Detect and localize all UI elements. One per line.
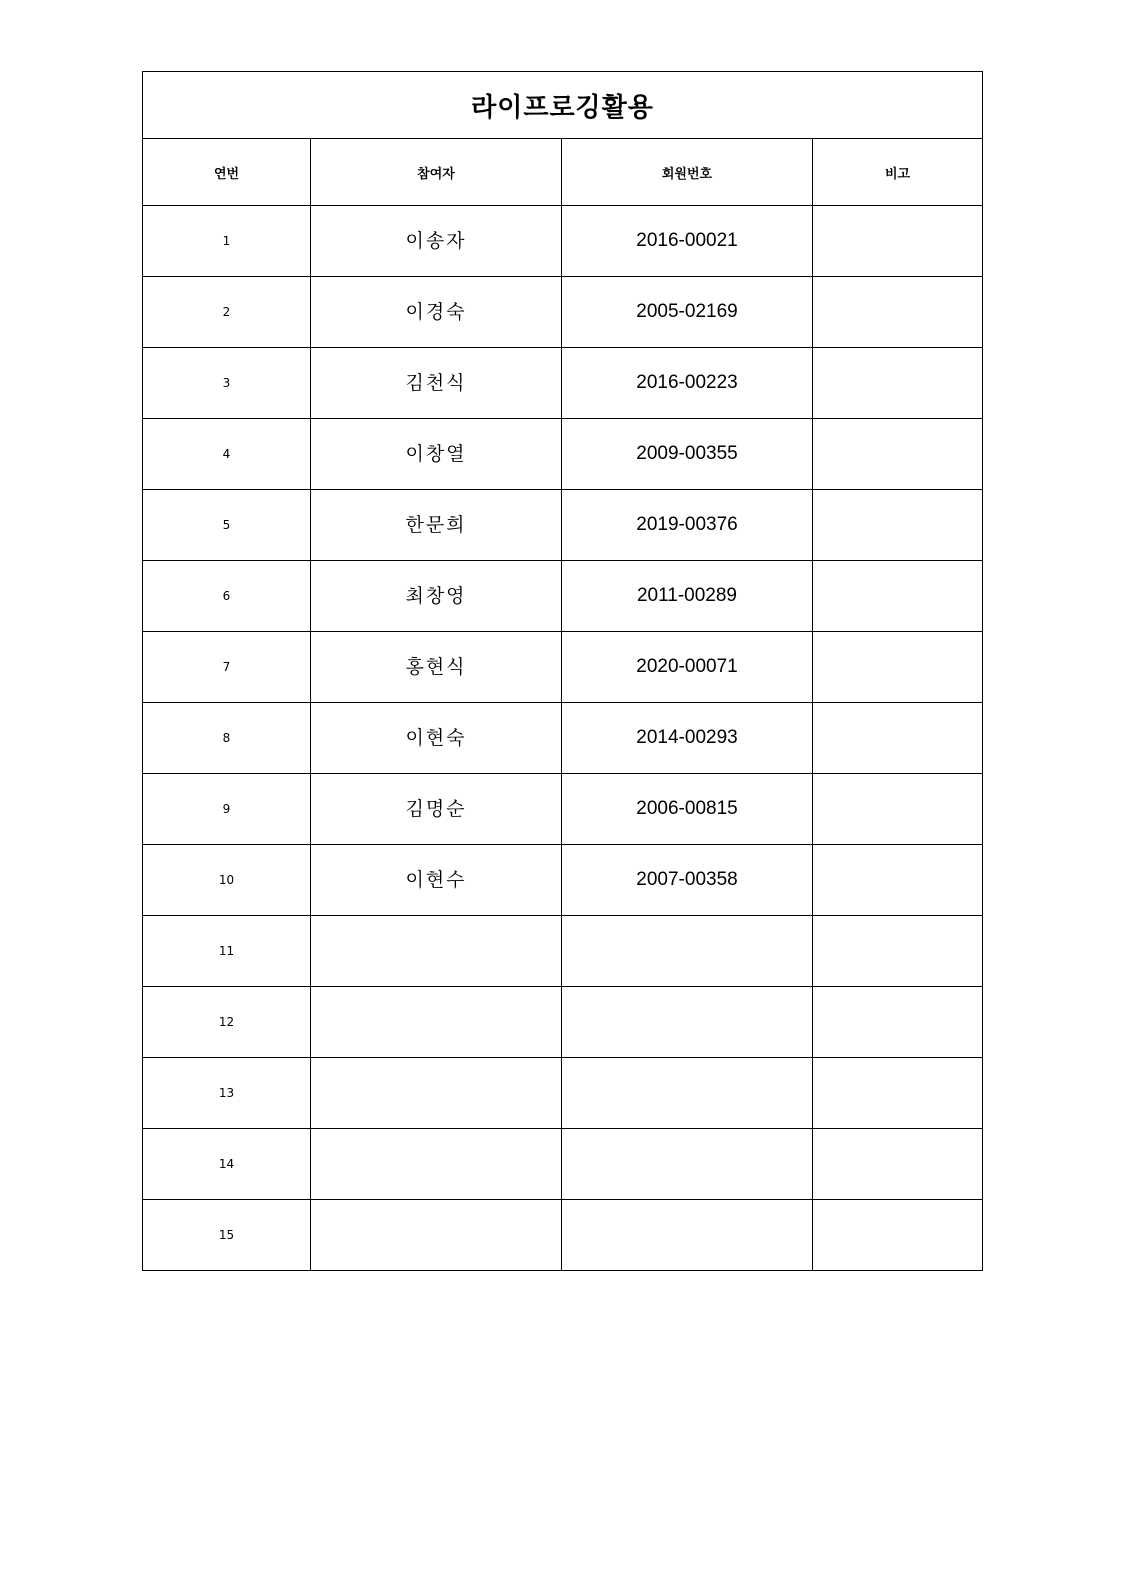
- column-header-remarks: 비고: [813, 139, 983, 206]
- row-number: 1: [143, 206, 311, 277]
- member-number: 2019-00376: [562, 490, 813, 561]
- participant-name: [311, 1129, 562, 1200]
- row-number: 6: [143, 561, 311, 632]
- participant-name: 김명순: [311, 774, 562, 845]
- table-row: [143, 916, 983, 987]
- row-number: 13: [143, 1058, 311, 1129]
- participant-name: 최창영: [311, 561, 562, 632]
- participant-name: 이창열: [311, 419, 562, 490]
- remarks-cell: [813, 490, 983, 561]
- member-number: [562, 1200, 813, 1271]
- row-number: 10: [143, 845, 311, 916]
- row-number: 8: [143, 703, 311, 774]
- column-header-member-no: 회원번호: [562, 139, 813, 206]
- row-number: 12: [143, 987, 311, 1058]
- header-row: [143, 139, 983, 206]
- table-row: [143, 490, 983, 561]
- row-number: 7: [143, 632, 311, 703]
- participant-name: 이송자: [311, 206, 562, 277]
- page-title: 라이프로깅활용: [143, 72, 983, 139]
- member-number: [562, 1058, 813, 1129]
- table-row: [143, 1129, 983, 1200]
- participant-name: 이현수: [311, 845, 562, 916]
- table-row: [143, 206, 983, 277]
- remarks-cell: [813, 916, 983, 987]
- member-number: 2005-02169: [562, 277, 813, 348]
- table-row: [143, 419, 983, 490]
- title-row: [143, 72, 983, 139]
- table-row: [143, 277, 983, 348]
- row-number: 14: [143, 1129, 311, 1200]
- remarks-cell: [813, 1129, 983, 1200]
- participant-name: 한문희: [311, 490, 562, 561]
- remarks-cell: [813, 703, 983, 774]
- table-row: [143, 348, 983, 419]
- participant-name: [311, 1200, 562, 1271]
- member-number: [562, 916, 813, 987]
- row-number: 2: [143, 277, 311, 348]
- participant-name: [311, 916, 562, 987]
- remarks-cell: [813, 206, 983, 277]
- participant-name: 이경숙: [311, 277, 562, 348]
- member-number: 2016-00021: [562, 206, 813, 277]
- member-number: [562, 1129, 813, 1200]
- table-row: [143, 987, 983, 1058]
- remarks-cell: [813, 419, 983, 490]
- participant-name: 홍현식: [311, 632, 562, 703]
- row-number: 5: [143, 490, 311, 561]
- member-number: 2006-00815: [562, 774, 813, 845]
- row-number: 9: [143, 774, 311, 845]
- participant-table: [142, 71, 983, 1271]
- remarks-cell: [813, 632, 983, 703]
- remarks-cell: [813, 987, 983, 1058]
- remarks-cell: [813, 561, 983, 632]
- table-row: [143, 1058, 983, 1129]
- participant-name: 이현숙: [311, 703, 562, 774]
- table-row: [143, 632, 983, 703]
- remarks-cell: [813, 277, 983, 348]
- remarks-cell: [813, 1200, 983, 1271]
- table-row: [143, 774, 983, 845]
- member-number: 2014-00293: [562, 703, 813, 774]
- table-row: [143, 561, 983, 632]
- row-number: 15: [143, 1200, 311, 1271]
- member-number: 2011-00289: [562, 561, 813, 632]
- member-number: 2009-00355: [562, 419, 813, 490]
- table-row: [143, 845, 983, 916]
- table-row: [143, 1200, 983, 1271]
- remarks-cell: [813, 1058, 983, 1129]
- participant-name: 김천식: [311, 348, 562, 419]
- column-header-participant: 참여자: [311, 139, 562, 206]
- row-number: 11: [143, 916, 311, 987]
- member-number: 2007-00358: [562, 845, 813, 916]
- column-header-no: 연번: [143, 139, 311, 206]
- table-row: [143, 703, 983, 774]
- participant-name: [311, 1058, 562, 1129]
- row-number: 3: [143, 348, 311, 419]
- member-number: 2020-00071: [562, 632, 813, 703]
- remarks-cell: [813, 845, 983, 916]
- remarks-cell: [813, 774, 983, 845]
- attendance-sheet: [142, 71, 982, 1271]
- member-number: 2016-00223: [562, 348, 813, 419]
- member-number: [562, 987, 813, 1058]
- participant-name: [311, 987, 562, 1058]
- remarks-cell: [813, 348, 983, 419]
- row-number: 4: [143, 419, 311, 490]
